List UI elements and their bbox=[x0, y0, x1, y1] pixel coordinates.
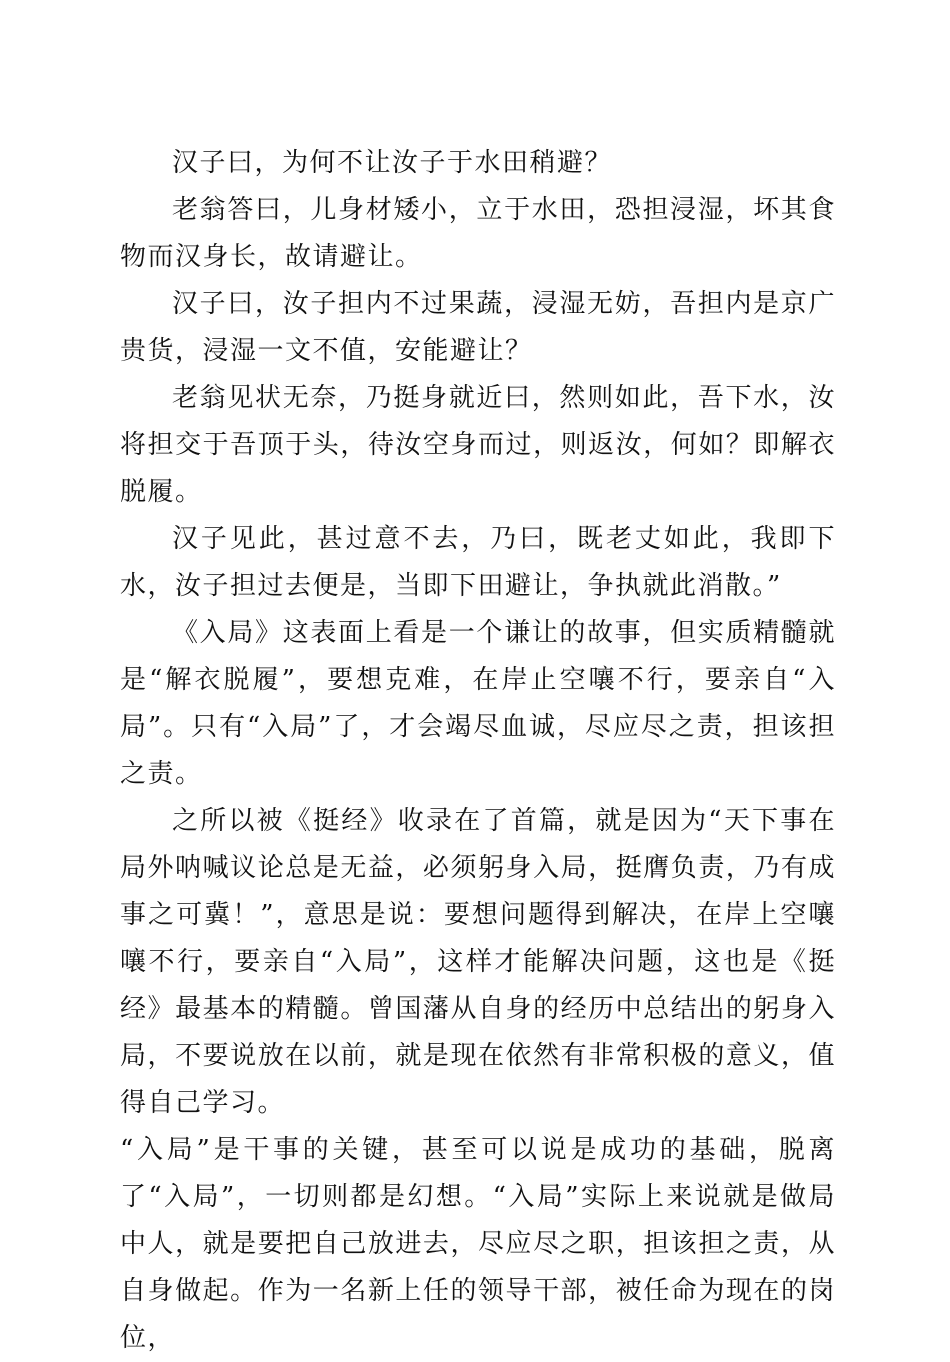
paragraph-7: 之所以被《挺经》收录在了首篇，就是因为“天下事在局外呐喊议论总是无益，必须躬身入局，挺膺负责，乃有成事之可冀！”，意思是说：要想问题得到解决，在岸上空嚷嚷不行，要亲自“入局”，这样才能解决问题，这也是《挺经》最基本的精髓。曾国藩从自身的经历中总结出的躬身入局，不要说放在以前，就是现在依然有非常积极的意义，值得自己学习。 bbox=[120, 806, 836, 1118]
paragraph-6: 《入局》这表面上看是一个谦让的故事，但实质精髓就是“解衣脱履”，要想克难，在岸止空嚷不行，要亲自“入局”。只有“入局”了，才会竭尽血诚，尽应尽之责，担该担之责。 bbox=[120, 618, 836, 789]
paragraph-5: 汉子见此，甚过意不去，乃曰，既老丈如此，我即下水，汝子担过去便是，当即下田避让，争执就此消散。” bbox=[120, 524, 836, 601]
document-body bbox=[120, 140, 836, 1362]
paragraph-8: “入局”是干事的关键，甚至可以说是成功的基础，脱离了“入局”，一切则都是幻想。“入局”实际上来说就是做局中人，就是要把自己放进去，尽应尽之职，担该担之责，从自身做起。作为一名新上任的领导干部，被任命为现在的岗位， bbox=[120, 1135, 836, 1353]
paragraph-4: 老翁见状无奈，乃挺身就近曰，然则如此，吾下水，汝将担交于吾顶于头，待汝空身而过，则返汝，何如？即解衣脱履。 bbox=[120, 383, 836, 507]
paragraph-2: 老翁答曰，儿身材矮小，立于水田，恐担浸湿，坏其食物而汉身长，故请避让。 bbox=[120, 195, 836, 272]
paragraph-3: 汉子曰，汝子担内不过果蔬，浸湿无妨，吾担内是京广贵货，浸湿一文不值，安能避让？ bbox=[120, 289, 836, 366]
paragraph-1: 汉子曰，为何不让汝子于水田稍避？ bbox=[172, 148, 613, 178]
